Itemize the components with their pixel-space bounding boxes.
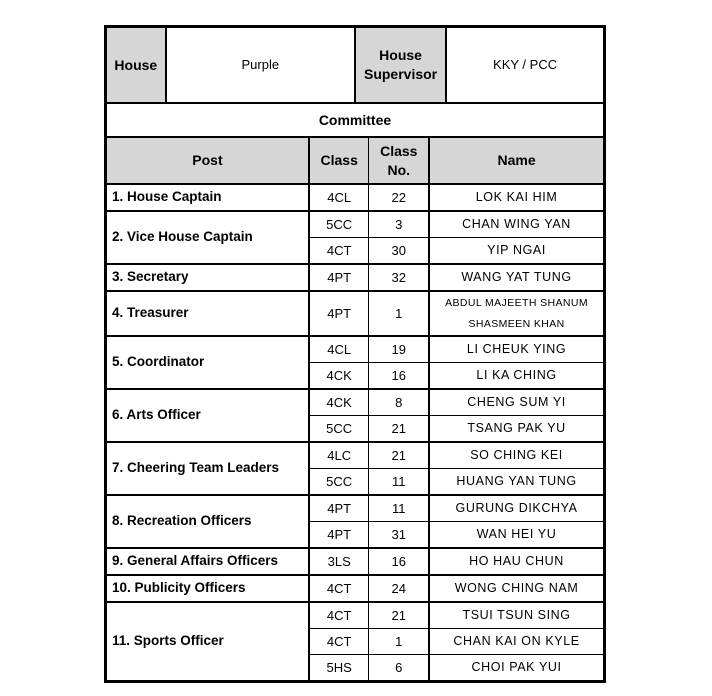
class-cell: 4PT bbox=[309, 291, 369, 336]
class-cell: 3LS bbox=[309, 548, 369, 575]
class-no-cell: 22 bbox=[369, 184, 429, 211]
post-cell: 5. Coordinator bbox=[106, 336, 309, 389]
post-cell: 4. Treasurer bbox=[106, 291, 309, 336]
class-cell: 4CT bbox=[309, 238, 369, 265]
class-no-cell: 21 bbox=[369, 416, 429, 443]
name-cell: LI CHEUK YING bbox=[429, 336, 604, 363]
class-cell: 4CK bbox=[309, 389, 369, 416]
class-no-cell: 3 bbox=[369, 211, 429, 238]
class-cell: 4CL bbox=[309, 184, 369, 211]
class-cell: 4LC bbox=[309, 442, 369, 469]
class-no-column-header: Class No. bbox=[369, 137, 429, 184]
name-cell: TSUI TSUN SING bbox=[429, 602, 604, 629]
name-cell: HO HAU CHUN bbox=[429, 548, 604, 575]
house-header-row bbox=[106, 27, 605, 104]
class-no-cell: 1 bbox=[369, 291, 429, 336]
post-cell: 10. Publicity Officers bbox=[106, 575, 309, 602]
table-row bbox=[106, 495, 605, 522]
name-cell: GURUNG DIKCHYA bbox=[429, 495, 604, 522]
class-no-cell: 24 bbox=[369, 575, 429, 602]
class-cell: 4CT bbox=[309, 629, 369, 655]
committee-title: Committee bbox=[106, 103, 605, 137]
post-column-header: Post bbox=[106, 137, 309, 184]
table-row bbox=[106, 264, 605, 291]
committee-title-row bbox=[106, 103, 605, 137]
house-label-cell: House bbox=[106, 27, 166, 104]
column-header-row bbox=[106, 137, 605, 184]
name-cell: CHAN KAI ON KYLE bbox=[429, 629, 604, 655]
class-no-cell: 21 bbox=[369, 442, 429, 469]
post-cell: 9. General Affairs Officers bbox=[106, 548, 309, 575]
class-cell: 4PT bbox=[309, 522, 369, 549]
name-cell: WANG YAT TUNG bbox=[429, 264, 604, 291]
class-cell: 4CK bbox=[309, 363, 369, 390]
class-cell: 5HS bbox=[309, 655, 369, 682]
class-no-cell: 11 bbox=[369, 469, 429, 496]
class-no-cell: 31 bbox=[369, 522, 429, 549]
house-supervisor-label-cell: House Supervisor bbox=[355, 27, 446, 104]
name-cell: SO CHING KEI bbox=[429, 442, 604, 469]
class-no-cell: 8 bbox=[369, 389, 429, 416]
table-row bbox=[106, 548, 605, 575]
class-no-cell: 19 bbox=[369, 336, 429, 363]
name-cell: CHENG SUM YI bbox=[429, 389, 604, 416]
name-cell: CHOI PAK YUI bbox=[429, 655, 604, 682]
post-cell: 6. Arts Officer bbox=[106, 389, 309, 442]
name-cell: WAN HEI YU bbox=[429, 522, 604, 549]
class-no-cell: 32 bbox=[369, 264, 429, 291]
name-cell: CHAN WING YAN bbox=[429, 211, 604, 238]
name-cell: LOK KAI HIM bbox=[429, 184, 604, 211]
class-cell: 4PT bbox=[309, 264, 369, 291]
house-supervisor-value-cell: KKY / PCC bbox=[446, 27, 604, 104]
class-cell: 4PT bbox=[309, 495, 369, 522]
class-cell: 5CC bbox=[309, 416, 369, 443]
table-row bbox=[106, 184, 605, 211]
name-cell: LI KA CHING bbox=[429, 363, 604, 390]
name-cell: WONG CHING NAM bbox=[429, 575, 604, 602]
name-cell: HUANG YAN TUNG bbox=[429, 469, 604, 496]
house-value-cell: Purple bbox=[166, 27, 355, 104]
post-cell: 3. Secretary bbox=[106, 264, 309, 291]
table-row bbox=[106, 211, 605, 238]
class-cell: 4CT bbox=[309, 575, 369, 602]
table-row bbox=[106, 291, 605, 336]
post-cell: 2. Vice House Captain bbox=[106, 211, 309, 264]
table-row bbox=[106, 389, 605, 416]
name-cell: TSANG PAK YU bbox=[429, 416, 604, 443]
house-committee-table bbox=[104, 25, 606, 683]
class-cell: 4CT bbox=[309, 602, 369, 629]
name-cell: YIP NGAI bbox=[429, 238, 604, 265]
name-column-header: Name bbox=[429, 137, 604, 184]
class-column-header: Class bbox=[309, 137, 369, 184]
table-row bbox=[106, 575, 605, 602]
table-row bbox=[106, 602, 605, 629]
post-cell: 7. Cheering Team Leaders bbox=[106, 442, 309, 495]
class-cell: 5CC bbox=[309, 211, 369, 238]
class-no-cell: 16 bbox=[369, 363, 429, 390]
post-cell: 11. Sports Officer bbox=[106, 602, 309, 682]
class-no-cell: 16 bbox=[369, 548, 429, 575]
name-cell: ABDUL MAJEETH SHANUM SHASMEEN KHAN bbox=[429, 291, 604, 336]
class-cell: 4CL bbox=[309, 336, 369, 363]
post-cell: 8. Recreation Officers bbox=[106, 495, 309, 548]
class-no-cell: 11 bbox=[369, 495, 429, 522]
class-cell: 5CC bbox=[309, 469, 369, 496]
post-cell: 1. House Captain bbox=[106, 184, 309, 211]
table-row bbox=[106, 336, 605, 363]
class-no-cell: 21 bbox=[369, 602, 429, 629]
class-no-cell: 30 bbox=[369, 238, 429, 265]
table-row bbox=[106, 442, 605, 469]
class-no-cell: 1 bbox=[369, 629, 429, 655]
class-no-cell: 6 bbox=[369, 655, 429, 682]
